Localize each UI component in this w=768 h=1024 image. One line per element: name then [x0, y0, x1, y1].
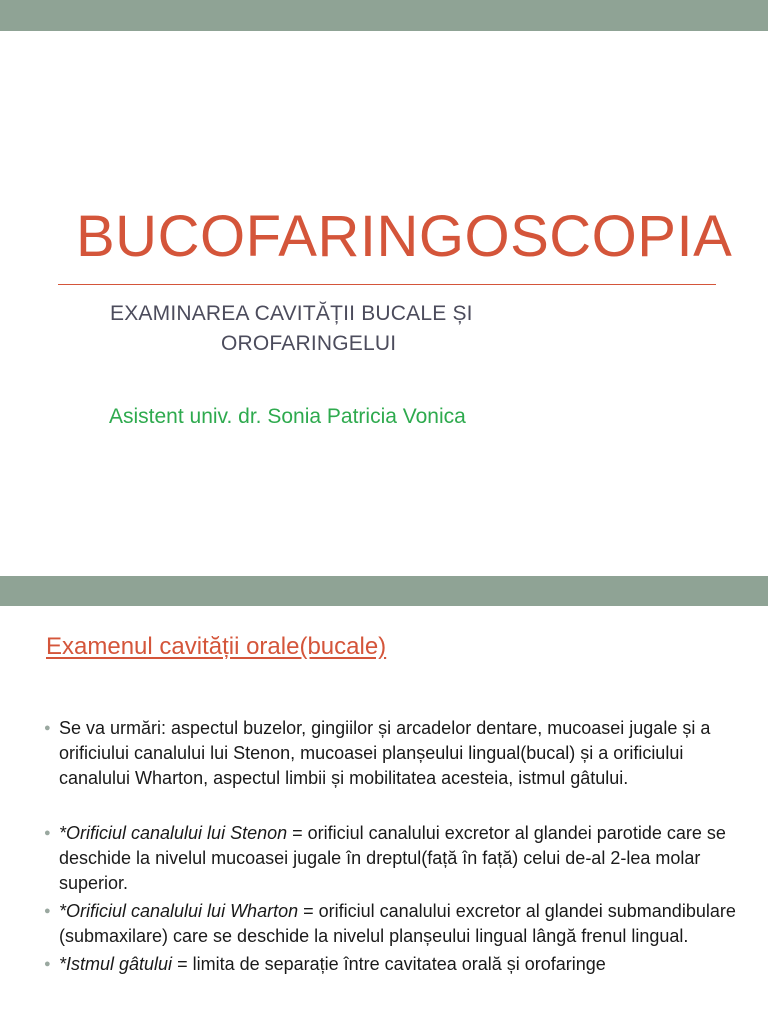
subtitle-line-2: OROFARINGELUI: [221, 332, 397, 355]
content-slide: [0, 606, 768, 1024]
bullet-term: *Orificiul canalului lui Stenon: [59, 823, 288, 843]
slide-title: BUCOFARINGOSCOPIA: [76, 204, 733, 269]
bullet-term: *Istmul gâtului: [59, 954, 173, 974]
bullet-text: = orificiul canalului excretor al glandei parotide care se deschide la nivelul mucoasei jugale în dreptul(față în față) celui de-al 2-lea molar superior.: [59, 823, 726, 893]
bullet-item: [42, 716, 742, 791]
bullet-text: Se va urmări: aspectul buzelor, gingiilor și arcadelor dentare, mucoasei jugale și a orificiului canalului lui Stenon, mucoasei planșeului lingual(bucal) și a orificiului canalului Wharton, aspectul limbii și mobilitatea acesteia, istmul gâtului.: [59, 718, 711, 788]
bullet-item: [42, 899, 742, 949]
bullet-item: [42, 952, 742, 977]
bullet-dot-icon: ●: [44, 905, 51, 917]
subtitle-line-1: EXAMINAREA CAVITĂȚII BUCALE ȘI: [110, 302, 473, 325]
title-underline-rule: [58, 284, 716, 285]
slide-top-band: [0, 0, 768, 31]
bullet-text: = limita de separație între cavitatea orală și orofaringe: [172, 954, 606, 974]
bullet-list: [42, 716, 742, 977]
bullet-term: *Orificiul canalului lui Wharton: [59, 901, 299, 921]
bullet-item: [42, 821, 742, 896]
bullet-dot-icon: ●: [44, 722, 51, 734]
slide-heading: Examenul cavității orale(bucale): [46, 633, 387, 660]
bullet-text: = orificiul canalului excretor al glandei submandibulare (submaxilare) care se deschide la nivelul planșeului lingual lângă frenul lingual.: [59, 901, 736, 946]
bullet-dot-icon: ●: [44, 958, 51, 970]
bullet-dot-icon: ●: [44, 827, 51, 839]
author-name: Asistent univ. dr. Sonia Patricia Vonica: [109, 405, 466, 428]
slide-separator-band: [0, 576, 768, 606]
